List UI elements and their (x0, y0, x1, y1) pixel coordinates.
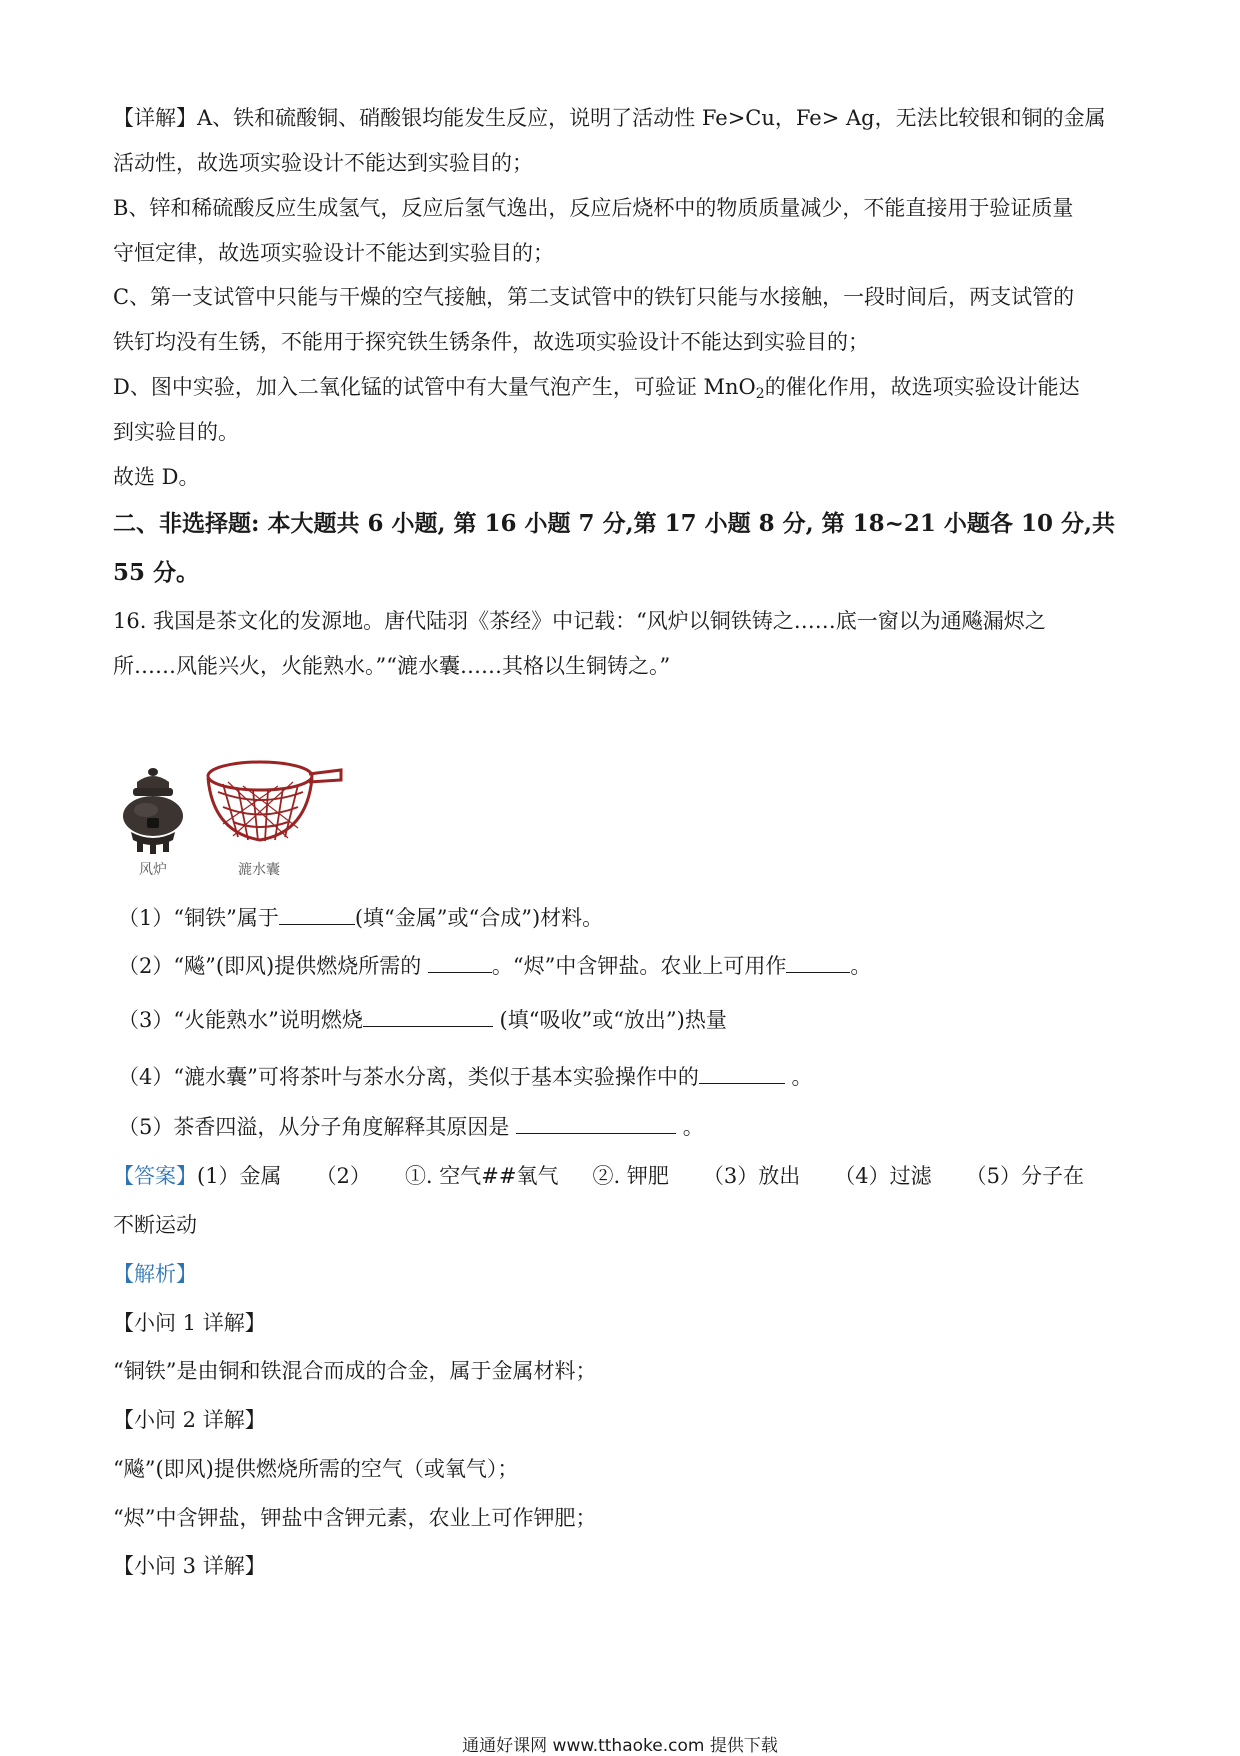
q3-blank (363, 1006, 493, 1027)
question-5 (118, 1113, 1128, 1141)
answer-label: 【答案】 (113, 1164, 197, 1188)
q5-blank (516, 1113, 676, 1134)
detail-line-1: 【详解】A、铁和硫酸铜、硝酸银均能发生反应，说明了活动性 Fe>Cu，Fe> Ag，无法比较银和铜的金属 (113, 106, 1106, 130)
q3-text-post: (填“吸收”或“放出”)热量 (499, 1008, 727, 1032)
q5-text-post: 。 (682, 1115, 704, 1139)
subquestion-2-title: 【小问 2 详解】 (113, 1408, 266, 1432)
subquestion-2-text-1: “飚”(即风)提供燃烧所需的空气（或氧气）； (113, 1457, 519, 1481)
answer-1: (1）金属 (197, 1164, 282, 1188)
question-2 (118, 952, 1128, 980)
q1-text-pre: （1）“铜铁”属于 (118, 906, 279, 930)
q2-text-post: 。 (850, 954, 872, 978)
detail-line-8: 到实验目的。 (113, 420, 239, 444)
question-1 (118, 904, 1128, 932)
q4-text-pre: （4）“漉水囊”可将茶叶与茶水分离，类似于基本实验操作中的 (118, 1065, 699, 1089)
section-title-line-2: 55 分。 (113, 559, 200, 586)
answer-line-2: 不断运动 (113, 1213, 197, 1237)
choice-line: 故选 D。 (113, 465, 200, 489)
answer-line-1 (113, 1162, 1123, 1190)
caption-water-filter-bag: 漉水囊 (238, 862, 280, 878)
q2-blank-2 (786, 952, 850, 973)
q1-text-post: (填“金属”或“合成”)材料。 (354, 906, 604, 930)
answer-2-label: （2） (315, 1164, 371, 1188)
detail-line-7-pre: D、图中实验，加入二氧化锰的试管中有大量气泡产生，可验证 MnO (113, 375, 756, 399)
subquestion-1-title: 【小问 1 详解】 (113, 1311, 266, 1335)
q2-text-pre: （2）“飚”(即风)提供燃烧所需的 (118, 954, 422, 978)
q4-text-post: 。 (791, 1065, 813, 1089)
question-stem-line-1: 16. 我国是茶文化的发源地。唐代陆羽《茶经》中记载：“风炉以铜铁铸之……底一窗以为通飚漏烬之 (113, 609, 1046, 633)
q1-blank (279, 904, 355, 925)
detail-line-2: 活动性，故选项实验设计不能达到实验目的； (113, 151, 533, 175)
caption-wind-stove: 风炉 (139, 862, 167, 878)
page-footer: 通通好课网 www.tthaoke.com 提供下载 (462, 1736, 778, 1756)
wind-stove-image (123, 768, 183, 854)
detail-line-7 (113, 373, 1123, 408)
subquestion-2-text-2: “烬”中含钾盐，钾盐中含钾元素，农业上可作钾肥； (113, 1506, 597, 1530)
analysis-label: 【解析】 (113, 1262, 197, 1286)
detail-line-6: 铁钉均没有生锈，不能用于探究铁生锈条件，故选项实验设计不能达到实验目的； (113, 330, 869, 354)
q5-text-pre: （5）茶香四溢，从分子角度解释其原因是 (118, 1115, 510, 1139)
subquestion-3-title: 【小问 3 详解】 (113, 1554, 266, 1578)
detail-line-3: B、锌和稀硫酸反应生成氢气，反应后氢气逸出，反应后烧杯中的物质质量减少，不能直接用于验证质量 (113, 196, 1074, 220)
water-filter-bag-image (208, 762, 341, 841)
question-4 (118, 1063, 1128, 1091)
answer-4: （4）过滤 (834, 1164, 932, 1188)
detail-line-7-post: 的催化作用，故选项实验设计能达 (764, 375, 1080, 399)
detail-line-4: 守恒定律，故选项实验设计不能达到实验目的； (113, 241, 554, 265)
answer-3: （3）放出 (702, 1164, 801, 1188)
figure-tea-tools (113, 752, 363, 882)
mno2-subscript: 2 (755, 386, 765, 402)
section-title-line-1: 二、非选择题: 本大题共 6 小题, 第 16 小题 7 分,第 17 小题 8 分, 第 18~21 小题各 10 分,共 (113, 510, 1115, 537)
q4-blank (699, 1063, 785, 1084)
question-stem-line-2: 所……风能兴火，火能熟水。”“漉水囊……其格以生铜铸之。” (113, 654, 671, 678)
subquestion-1-text: “铜铁”是由铜和铁混合而成的合金，属于金属材料； (113, 1359, 597, 1383)
q2-text-mid: 。“烬”中含钾盐。农业上可用作 (491, 954, 787, 978)
question-3 (118, 1006, 1128, 1034)
answer-5: （5）分子在 (965, 1164, 1084, 1188)
answer-2-1: ①. 空气##氧气 (404, 1164, 559, 1188)
detail-line-5: C、第一支试管中只能与干燥的空气接触，第二支试管中的铁钉只能与水接触，一段时间后，两支试管的 (113, 285, 1075, 309)
q2-blank-1 (428, 952, 492, 973)
answer-2-2: ②. 钾肥 (592, 1164, 669, 1188)
q3-text-pre: （3）“火能熟水”说明燃烧 (118, 1008, 363, 1032)
